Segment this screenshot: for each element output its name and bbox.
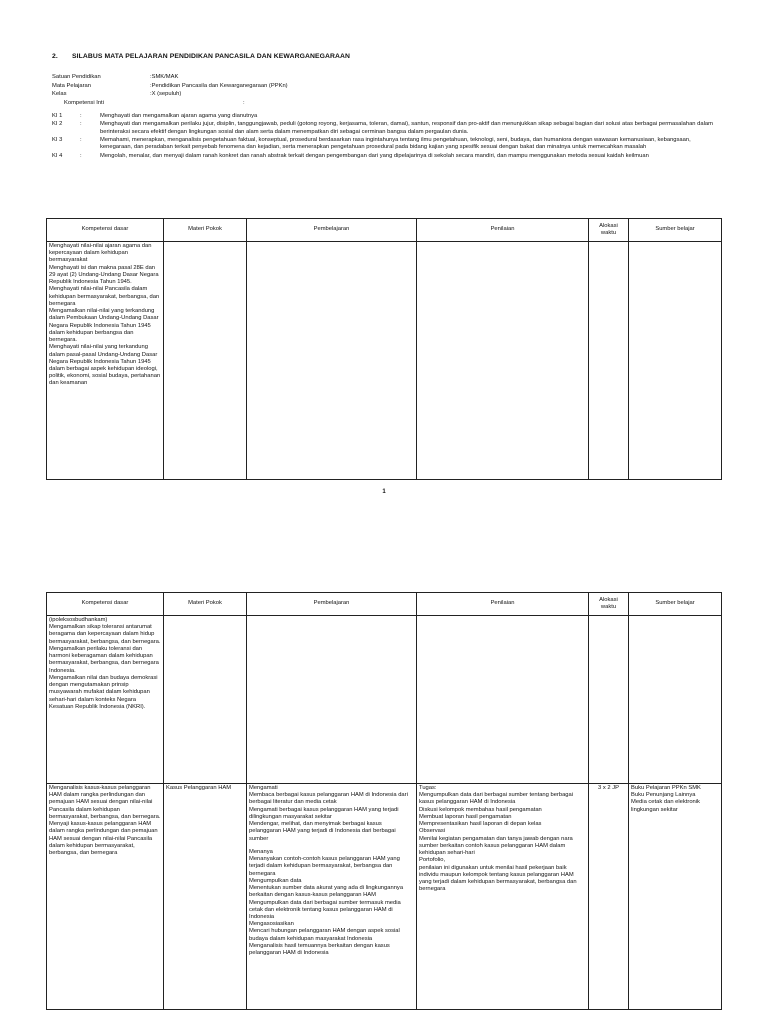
- page-number: 1: [382, 489, 386, 495]
- identity-row: [52, 83, 732, 92]
- identity-value: :X (sepuluh): [150, 91, 182, 98]
- header-materi-pokok: Materi Pokok: [164, 593, 247, 616]
- ki-code: KI 4: [52, 152, 63, 159]
- ki-colon: :: [80, 121, 82, 128]
- header-penilaian: Penilaian: [417, 593, 589, 616]
- ki-text: Menghayati dan mengamalkan perilaku jujur, disiplin, tanggungjawab, peduli (gotong royong, kerjasama, toleran, damai), santun, responsif dan pro-aktif dan menunjukkan sikap sebagai bagian dari solusi atas berbagai permasalahan dalam berinteraksi secara efektif dengan lingkungan sosial dan alam serta dalam menempatkan diri sebagai cerminan bangsa dalam pergaulan dunia.: [100, 121, 713, 135]
- identity-label: Satuan Pendidikan: [52, 74, 101, 80]
- table-row: [47, 242, 722, 480]
- identity-row: [52, 100, 732, 109]
- header-kompetensi-dasar: Kompetensi dasar: [47, 219, 164, 242]
- identity-label: Kompetensi Inti: [64, 99, 104, 106]
- sumber-cell: [629, 784, 722, 1010]
- document-page-2: [0, 500, 768, 1024]
- kompetensi-inti-list: [52, 113, 722, 161]
- ki-colon: :: [80, 152, 82, 159]
- pembelajaran-cell: [247, 784, 417, 1010]
- identity-label: Kelas: [52, 91, 67, 98]
- table-row: [47, 784, 722, 1010]
- header-alokasi-waktu: Alokasi waktu: [589, 219, 629, 242]
- ki-text: Mengolah, menalar, dan menyaji dalam ranah konkret dan ranah abstrak terkait dengan pengembangan dari yang dipelajarinya di sekolah secara mandiri, dan mampu menggunakan metoda sesuai kaidah keilmuan: [100, 152, 649, 159]
- pembelajaran-mengamati: Mengamati Membaca berbagai kasus pelanggaran HAM di Indonesia dari berbagai literatur dan media cetak Mengamati berbagai kasus pelanggaran HAM yang terjadi dilingkungan masyarakat sekitar Mendengar, melihat, dan menyimak berbagai kasus pelanggaran HAM yang terjadi di Indonesia dari berbagai sumber: [249, 785, 408, 842]
- kd-text: (ipoleksosbudhankam) Mengamalkan sikap toleransi antarumat beragama dan kepercayaan dalam hidup bermasyarakat, berbangsa, dan bernegara. Mengamalkan perilaku toleransi dan harmoni keberagaman dalam kehidupan bermasyarakat, berbangsa, dan bernegara Indonesia. Mengamalkan nilai dan budaya demokrasi dengan mengutamakan prinsip musyawarah mufakat dalam kehidupan sehari-hari dalam konteks Negara Kesatuan Republik Indonesia (NKRI).: [49, 617, 161, 710]
- header-kompetensi-dasar: Kompetensi dasar: [47, 593, 164, 616]
- table-header-row: [47, 219, 722, 242]
- penilaian-cell: [417, 784, 589, 1010]
- pembelajaran-cell: [247, 616, 417, 784]
- identity-value: :Pendidikan Pancasila dan Kewarganegaraan (PPKn): [150, 82, 288, 89]
- ki-text: Memahami, menerapkan, menganalisis pengetahuan faktual, konseptual, prosedural berdasarkan rasa ingintahunya tentang ilmu pengetahuan, teknologi, seni, budaya, dan humaniora dengan wawasan kemanusiaan, kebangsaan, kenegaraan, dan peradaban terkait penyebab fenomena dan kejadian, serta menerapkan pengetahuan prosedural pada bidang kajian yang spesifik sesuai dengan bakat dan minatnya untuk memecahkan masalah: [100, 137, 691, 151]
- materi-cell: [164, 784, 247, 1010]
- alokasi-cell: [589, 242, 629, 480]
- sumber-cell: [629, 242, 722, 480]
- pembelajaran-menanya: Menanya Menanyakan contoh-contoh kasus pelanggaran HAM yang terjadi dalam kehidupan bermasyarakat, berbangsa dan bernegara Mengumpulkan data Menentukan sumber data akurat yang ada di lingkungannya berkaitan dengan kasus-kasus pelanggaran HAM Mengumpulkan data dari berbagai sumber termasuk media cetak dan elektronik tentang kasus pelanggaran HAM di Indonesia Mengasosiasikan Mencari hubungan pelanggaran HAM dengan aspek sosial budaya dalam kehidupan masyarakat Indonesia Menganalisis hasil temuannya berkaitan dengan kasus pelanggaran HAM di Indonesia: [249, 848, 404, 957]
- header-materi-pokok: Materi Pokok: [164, 219, 247, 242]
- heading-text: SILABUS MATA PELAJARAN PENDIDIKAN PANCASILA DAN KEWARGANEGARAAN: [72, 53, 351, 60]
- penilaian-cell: [417, 616, 589, 784]
- heading-number: 2.: [52, 53, 58, 60]
- kd-cell: [47, 784, 164, 1010]
- document-page-1: [0, 0, 768, 500]
- kd-cell: [47, 242, 164, 480]
- header-sumber-belajar: Sumber belajar: [629, 219, 722, 242]
- sumber-cell: [629, 616, 722, 784]
- materi-cell: [164, 616, 247, 784]
- sumber-text: Buku Pelajaran PPKn SMK Buku Penunjang Lainnya Media cetak dan elektronik lingkungan sekitar: [631, 785, 701, 813]
- ki-code: KI 2: [52, 121, 63, 128]
- header-pembelajaran: Pembelajaran: [247, 219, 417, 242]
- ki-item: [52, 121, 722, 135]
- ki-code: KI 1: [52, 113, 63, 119]
- syllabus-heading: [52, 53, 350, 61]
- materi-text: Kasus Pelanggaran HAM: [166, 785, 232, 791]
- kd-text: Menghayati nilai-nilai ajaran agama dan kepercayaan dalam kehidupan bermasyarakat Menghayati isi dan makna pasal 28E dan 29 ayat (2) Undang-Undang Dasar Negara Republik Indonesia Tahun 1945. Menghayati nilai-nilai Pancasila dalam kehidupan bermasyarakat, berbangsa, dan bernegara Mengamalkan nilai-nilai yang terkandung dalam Pembukaan Undang-Undang Dasar Negara Republik Indonesia Tahun 1945 dalam kehidupan berbangsa dan bernegara. Menghayati nilai-nilai yang terkandung dalam pasal-pasal Undang-Undang Dasar Negara Republik Indonesia Tahun 1945 dalam berbagai aspek kehidupan ideologi, politik, ekonomi, sosial budaya, pertahanan dan keamanan: [49, 243, 161, 387]
- ki-item: [52, 137, 722, 151]
- alokasi-cell: [589, 784, 629, 1010]
- header-sumber-belajar: Sumber belajar: [629, 593, 722, 616]
- ki-item: [52, 113, 722, 120]
- identity-row: [52, 91, 732, 100]
- identity-block: [52, 74, 732, 108]
- header-penilaian: Penilaian: [417, 219, 589, 242]
- ki-colon: :: [80, 137, 82, 144]
- kd-cell: [47, 616, 164, 784]
- table-header-row: [47, 593, 722, 616]
- table-row: [47, 616, 722, 784]
- materi-cell: [164, 242, 247, 480]
- pembelajaran-cell: [247, 242, 417, 480]
- identity-label: Mata Pelajaran: [52, 82, 91, 89]
- alokasi-cell: [589, 616, 629, 784]
- ki-code: KI 3: [52, 137, 63, 144]
- header-alokasi-waktu: Alokasi waktu: [589, 593, 629, 616]
- penilaian-cell: [417, 242, 589, 480]
- identity-value: :SMK/MAK: [150, 74, 179, 80]
- syllabus-table-page-2: [46, 592, 722, 1010]
- ki-item: [52, 153, 722, 160]
- penilaian-text: Tugas: Mengumpulkan data dari berbagai sumber tentang berbagai kasus pelanggaran HAM di Indonesia Diskusi kelompok membahas hasil pengamatan Membuat laporan hasil pengamatan Mempresentasikan hasil laporan di depan kelas Observasi Menilai kegiatan pengamatan dan tanya jawab dengan nara sumber berkaitan contoh kasus pelanggaran HAM dalam kehidupan sehari-hari Portofolio, penilaian ini digunakan untuk menilai hasil pekerjaan baik individu maupun kelompok tentang kasus pelanggaran HAM yang terjadi dalam kehidupan bermasyarakat, berbangsa dan bernegara: [419, 785, 577, 893]
- kd-text: Menganalisis kasus-kasus pelanggaran HAM dalam rangka perlindungan dan pemajuan HAM sesuai dengan nilai-nilai Pancasila dalam kehidupan bermasyarakat, berbangsa, dan bernegara. Menyaji kasus-kasus pelanggaran HAM dalam rangka perlindungan dan pemajuan HAM sesuai dengan nilai-nilai Pancasila dalam kehidupan bermasyarakat, berbangsa, dan bernegara: [49, 785, 161, 857]
- alokasi-text: 3 x 2 JP: [598, 785, 619, 791]
- syllabus-table-page-1: [46, 218, 722, 480]
- header-pembelajaran: Pembelajaran: [247, 593, 417, 616]
- ki-text: Menghayati dan mengamalkan ajaran agama yang dianutnya: [100, 113, 258, 119]
- ki-colon: :: [80, 113, 82, 119]
- identity-row: [52, 74, 732, 83]
- identity-value: :: [243, 99, 245, 106]
